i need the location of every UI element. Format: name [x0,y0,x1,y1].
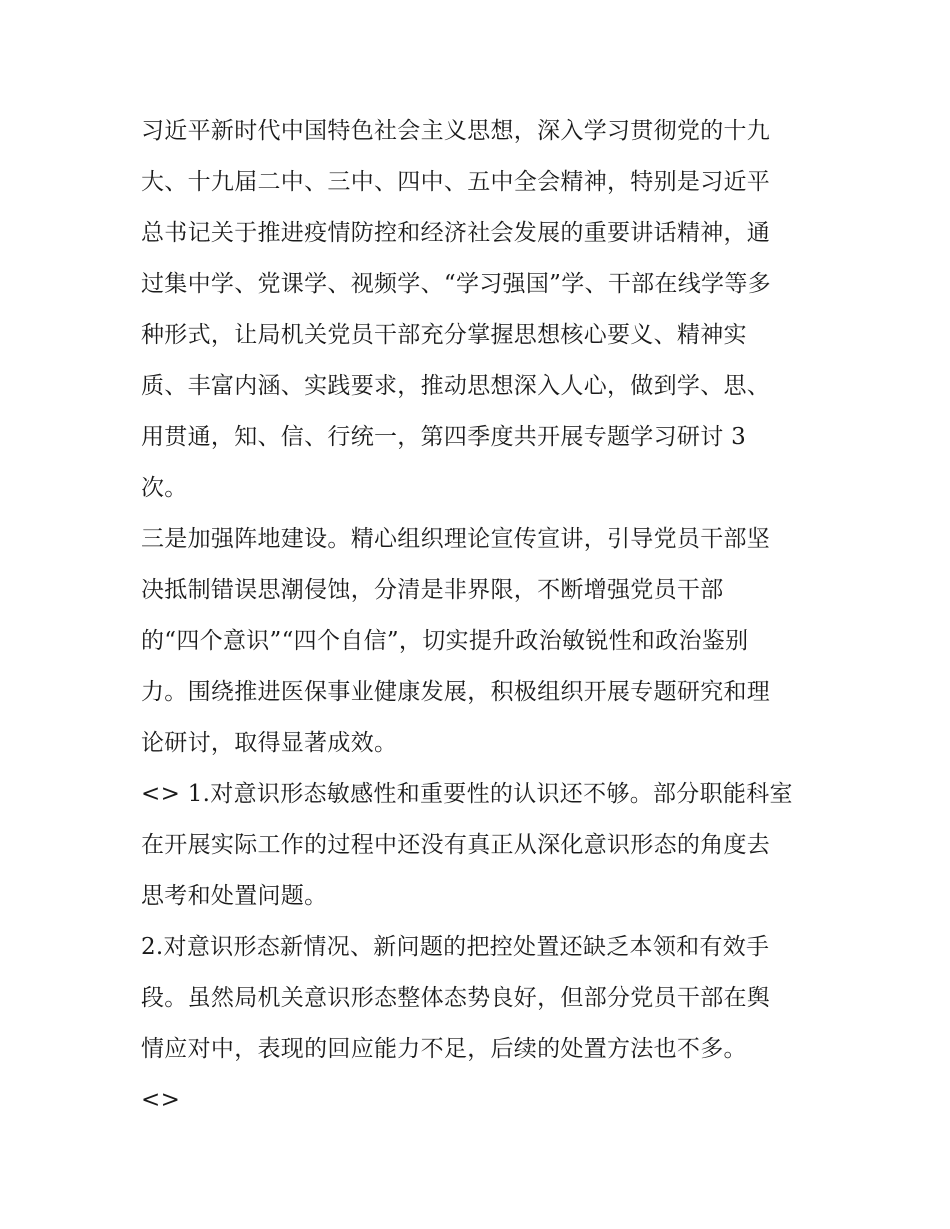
text-line: <> 1.对意识形态敏感性和重要性的认识还不够。部分职能科室 [141,781,793,807]
text-line: 质、丰富内涵、实践要求，推动思想深入人心，做到学、思、 [141,373,771,399]
text-line: 次。 [141,475,188,501]
text-line: 段。虽然局机关意识形态整体态势良好，但部分党员干部在舆 [141,985,771,1011]
paragraph-problem-2 [141,922,821,1126]
text-line: 思考和处置问题。 [141,883,328,909]
text-line: 的“四个意识”“四个自信”，切实提升政治敏锐性和政治鉴别 [141,628,749,654]
document-body [141,106,821,1126]
text-line: 总书记关于推进疫情防控和经济社会发展的重要讲话精神，通 [141,220,771,246]
paragraph-problem-1 [141,769,821,922]
text-line: 过集中学、党课学、视频学、“学习强国”学、干部在线学等多 [141,271,771,297]
text-line: <> [141,1087,181,1113]
text-line: 力。围绕推进医保事业健康发展，积极组织开展专题研究和理 [141,679,771,705]
text-line: 决抵制错误思潮侵蚀，分清是非界限，不断增强党员干部 [141,577,724,603]
text-line: 习近平新时代中国特色社会主义思想，深入学习贯彻党的十九 [141,118,771,144]
text-line: 三是加强阵地建设。精心组织理论宣传宣讲，引导党员干部坚 [141,526,771,552]
paragraph-study [141,106,821,514]
text-line: 大、十九届二中、三中、四中、五中全会精神，特别是习近平 [141,169,771,195]
text-line: 种形式，让局机关党员干部充分掌握思想核心要义、精神实 [141,322,747,348]
text-line: 论研讨，取得显著成效。 [141,730,398,756]
text-line: 情应对中，表现的回应能力不足，后续的处置方法也不多。 [141,1036,747,1062]
text-line: 在开展实际工作的过程中还没有真正从深化意识形态的角度去 [141,832,771,858]
paragraph-position-building [141,514,821,769]
text-line: 用贯通，知、信、行统一，第四季度共开展专题学习研讨 3 [141,424,747,450]
text-line: 2.对意识形态新情况、新问题的把控处置还缺乏本领和有效手 [141,934,770,960]
